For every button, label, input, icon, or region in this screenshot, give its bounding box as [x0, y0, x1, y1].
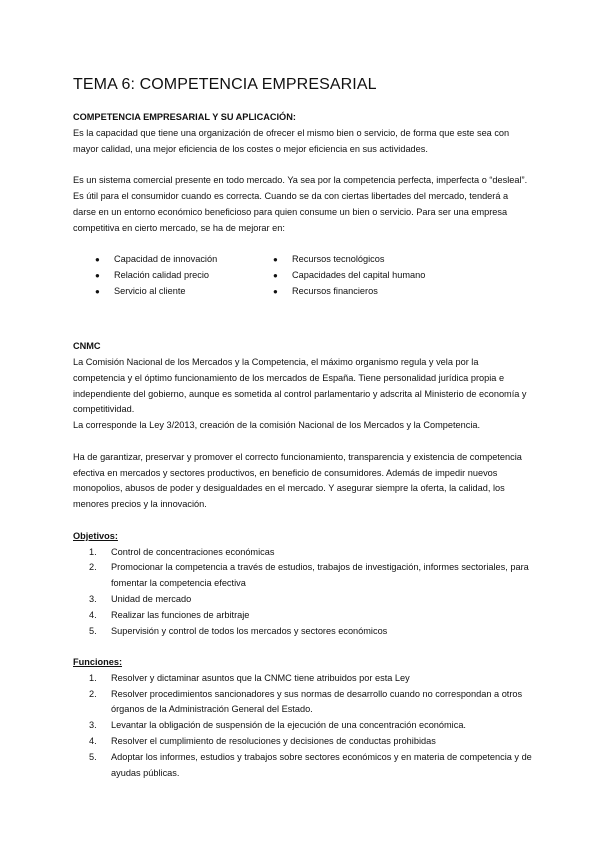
list-item-text: Resolver procedimientos sancionadores y sus normas de desarrollo cuando no correspondan a otros órganos de la Administración General del Estado.	[111, 688, 523, 715]
list-item-text: Capacidades del capital humano	[292, 269, 426, 280]
list-item-text: Resolver el cumplimiento de resoluciones y decisiones de conductas prohibidas	[111, 736, 436, 747]
list-item	[273, 268, 453, 284]
list-number: 2.	[89, 688, 97, 699]
bullet-icon: ●	[95, 255, 100, 265]
objetivos-list	[73, 545, 533, 640]
section-heading: CNMC	[73, 341, 101, 352]
list-item	[73, 750, 533, 782]
list-item	[73, 624, 533, 640]
list-number: 3.	[89, 593, 97, 604]
list-item	[73, 671, 533, 687]
list-item-text: Recursos financieros	[292, 285, 378, 296]
list-item-text: Levantar la obligación de suspensión de la ejecución de una concentración económica.	[111, 720, 466, 731]
list-item-text: Supervisión y control de todos los mercados y sectores económicos	[111, 625, 388, 636]
objetivos-heading: Objetivos:	[73, 530, 118, 541]
bullet-icon: ●	[273, 255, 278, 265]
list-number: 1.	[89, 672, 97, 683]
list-number: 5.	[89, 751, 97, 762]
page-title: TEMA 6: COMPETENCIA EMPRESARIAL	[73, 76, 377, 93]
bullet-icon: ●	[273, 270, 278, 280]
list-item	[95, 284, 273, 300]
funciones-heading: Funciones:	[73, 657, 123, 668]
list-number: 4.	[89, 736, 97, 747]
list-item-text: Capacidad de innovación	[114, 254, 218, 265]
list-item	[95, 268, 273, 284]
paragraph: Es un sistema comercial presente en todo mercado. Ya sea por la competencia perfecta, imperfecta o “desleal”. Es útil para el consumidor cuando es correcta. Cuando se da con ciertas libertades del mercado, tenderá a darse en un entorno económico beneficioso para quien consume un bien o servicio. Para ser una empresa competitiva en cierto mercado, se ha de mejorar en:	[73, 175, 528, 233]
section-heading: COMPETENCIA EMPRESARIAL Y SU APLICACIÓN:	[73, 112, 296, 122]
list-number: 5.	[89, 625, 97, 636]
list-item	[73, 592, 533, 608]
list-number: 2.	[89, 562, 97, 573]
bullet-icon: ●	[95, 270, 100, 280]
list-item-text: Servicio al cliente	[114, 285, 186, 296]
list-item-text: Resolver y dictaminar asuntos que la CNMC tiene atribuidos por esta Ley	[111, 672, 410, 683]
paragraph: Ha de garantizar, preservar y promover el correcto funcionamiento, transparencia y existencia de competencia efectiva en mercados y sectores productivos, en beneficio de consumidores. Además de impedir nuevos monopolios, abusos de poder y desigualdades en el mercado. Y asegurar siempre la oferta, la calidad, los menores precios y la innovación.	[73, 451, 522, 510]
list-item-text: Relación calidad precio	[114, 269, 209, 280]
list-item	[95, 252, 273, 268]
bullet-icon: ●	[273, 286, 278, 296]
list-item-text: Unidad de mercado	[111, 593, 192, 604]
list-number: 4.	[89, 609, 97, 620]
list-item	[73, 734, 533, 750]
list-item-text: Promocionar la competencia a través de estudios, trabajos de investigación, informes sectoriales, para fomentar la competencia efectiva	[111, 562, 529, 589]
bullet-list	[95, 252, 533, 299]
funciones-list	[73, 671, 533, 782]
list-number: 1.	[89, 546, 97, 557]
document-body	[73, 110, 533, 781]
list-item-text: Adoptar los informes, estudios y trabajos sobre sectores económicos y en materia de competencia y de ayudas públicas.	[111, 751, 532, 778]
list-item	[73, 608, 533, 624]
list-number: 3.	[89, 720, 97, 731]
list-item-text: Control de concentraciones económicas	[111, 546, 275, 557]
bullet-icon: ●	[95, 286, 100, 296]
list-item-text: Realizar las funciones de arbitraje	[111, 609, 250, 620]
list-item	[73, 718, 533, 734]
paragraph: La Comisión Nacional de los Mercados y la Competencia, el máximo organismo regula y vela por la competencia y el óptimo funcionamiento de los mercados de España. Tiene personalidad jurídica propia e independiente del gobierno, aunque es sometida al control parlamentario y adscrita al Ministerio de economía y competitividad.	[73, 356, 527, 415]
list-item	[73, 545, 533, 561]
paragraph: La corresponde la Ley 3/2013, creación de la comisión Nacional de los Mercados y la Competencia.	[73, 420, 481, 431]
list-item-text: Recursos tecnológicos	[292, 254, 385, 265]
list-item	[273, 252, 453, 268]
paragraph: Es la capacidad que tiene una organización de ofrecer el mismo bien o servicio, de forma que este sea con mayor calidad, una mejor eficiencia de los costes o mejor eficiencia en sus actividades.	[73, 127, 510, 154]
list-item	[73, 560, 533, 592]
list-item	[273, 284, 453, 300]
list-item	[73, 687, 533, 719]
